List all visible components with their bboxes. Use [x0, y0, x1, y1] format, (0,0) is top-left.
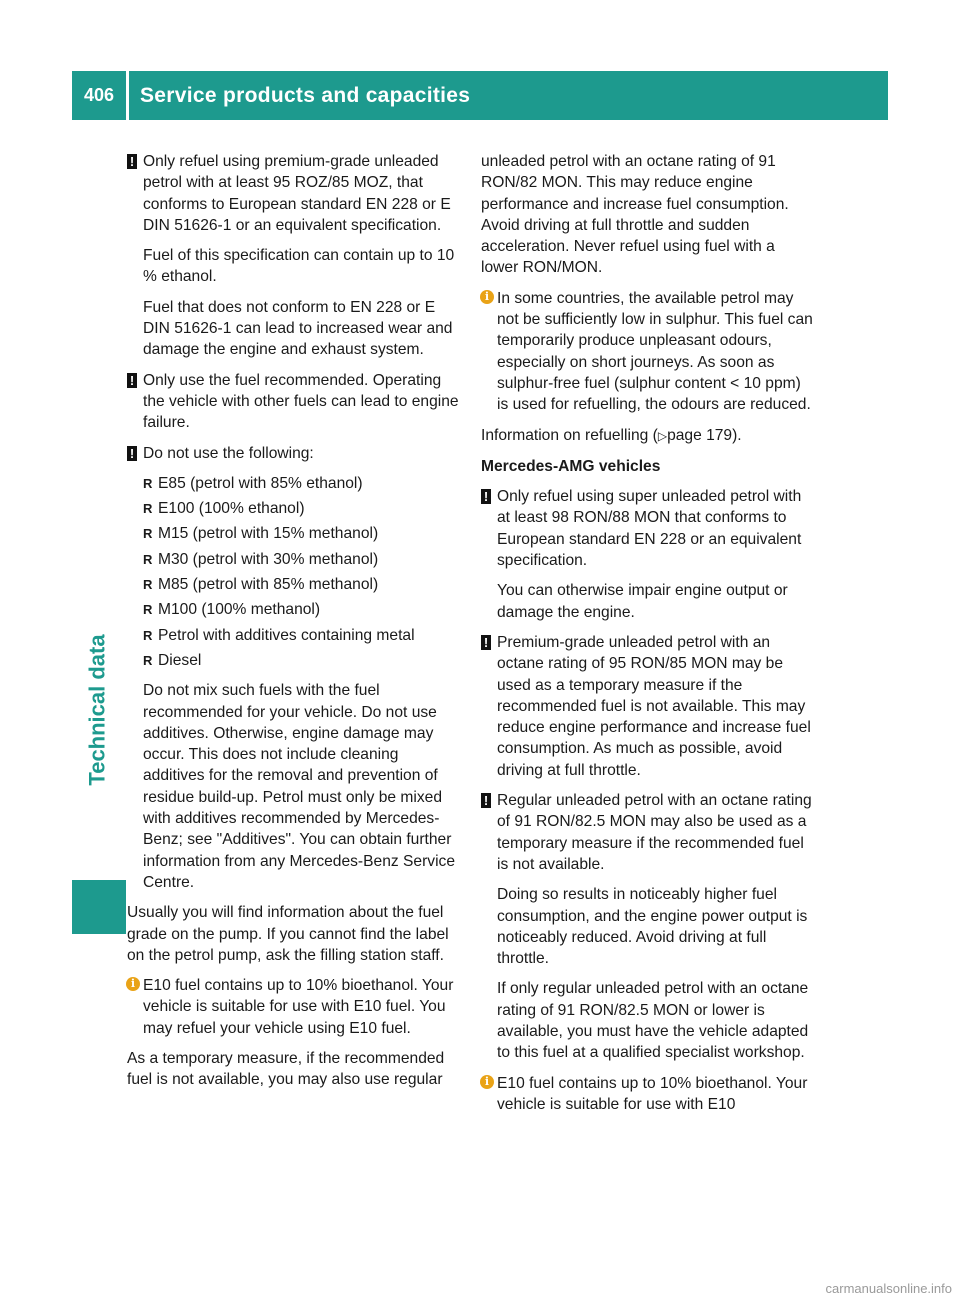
- refuelling-text: Information on refuelling (: [481, 426, 658, 444]
- note-paragraph: Do not use the following:: [143, 444, 314, 462]
- info-note-e10: [481, 1073, 816, 1116]
- list-item: R M100 (100% methanol): [143, 599, 462, 620]
- info-icon: i: [480, 1075, 494, 1089]
- note-paragraph: In some countries, the available petrol may not be sufficiently low in sulphur. This fuel can temporarily produce unpleasant odours, especially on short journeys. As soon as sulphur-free fuel (sulphur content < 10 ppm) is used for refuelling, the odours are reduced.: [497, 289, 813, 414]
- note-paragraph: Doing so results in noticeably higher fuel consumption, and the engine power output is noticeably reduced. Avoid driving at full throttle.: [497, 886, 808, 968]
- refuelling-end: ).: [732, 426, 742, 444]
- body-paragraph: As a temporary measure, if the recommended fuel is not available, you may also use regular: [127, 1049, 445, 1089]
- page-number: 406: [83, 85, 115, 105]
- warning-note-amg-super: [481, 486, 816, 623]
- body-paragraph: Usually you will find information about the fuel grade on the pump. If you cannot find the label on the petrol pump, ask the filling station staff.: [127, 904, 449, 964]
- note-paragraph: Only refuel using super unleaded petrol with at least 98 RON/88 MON that conforms to European standard EN 228 or an equivalent specification.: [497, 488, 802, 570]
- warning-icon: !: [481, 793, 491, 808]
- note-paragraph: E10 fuel contains up to 10% bioethanol. Your vehicle is suitable for use with E10: [497, 1074, 808, 1113]
- right-column: [481, 151, 816, 1124]
- note-paragraph: Fuel of this specification can contain up to 10 % ethanol.: [143, 247, 455, 286]
- note-paragraph: Do not mix such fuels with the fuel recommended for your vehicle. Do not use additives. Otherwise, engine damage may occur. This does not include cleaning additives for the removal and prevention of residue build-up. Petrol must only be mixed with additives recommended by Mercedes-Benz; see "Additives". You can obtain further information from any Mercedes-Benz Service Centre.: [143, 682, 455, 891]
- list-item: R E85 (petrol with 85% ethanol): [143, 473, 462, 494]
- note-paragraph: Fuel that does not conform to EN 228 or E DIN 51626‑1 can lead to increased wear and damage the engine and exhaust system.: [143, 298, 453, 359]
- arrow-right-icon: ▷: [657, 428, 668, 443]
- page-title: Service products and capacities: [140, 83, 471, 107]
- list-item: R E100 (100% ethanol): [143, 498, 462, 519]
- info-note-e10: [127, 975, 462, 1039]
- warning-note-amg-regular: [481, 790, 816, 1064]
- side-tab: [68, 560, 128, 860]
- note-paragraph: Only use the fuel recommended. Operating the vehicle with other fuels can lead to engine failure.: [143, 371, 459, 432]
- note-paragraph: If only regular unleaded petrol with an octane rating of 91 RON/82.5 MON or lower is available, you must have the vehicle adapted to this fuel at a qualified specialist workshop.: [497, 980, 809, 1062]
- page-reference-link[interactable]: page 179: [667, 426, 733, 444]
- side-tab-label: Technical data: [85, 634, 111, 786]
- note-paragraph: You can otherwise impair engine output or damage the engine.: [497, 582, 788, 621]
- info-icon: i: [480, 290, 494, 304]
- note-paragraph: Premium-grade unleaded petrol with an octane rating of 95 RON/85 MON may be used as a temporary measure if the recommended fuel is not available. This may reduce engine performance and increase fuel consumption. As much as possible, avoid driving at full throttle.: [497, 633, 811, 779]
- warning-icon: !: [481, 635, 491, 650]
- warning-icon: !: [127, 373, 137, 388]
- list-item: R M15 (petrol with 15% methanol): [143, 523, 462, 544]
- info-icon: i: [126, 977, 140, 991]
- list-item: R Diesel: [143, 650, 462, 671]
- note-paragraph: E10 fuel contains up to 10% bioethanol. Your vehicle is suitable for use with E10 fuel. You may refuel your vehicle using E10 fuel.: [143, 977, 454, 1037]
- warning-icon: !: [127, 446, 137, 461]
- refuelling-reference: [481, 425, 816, 447]
- left-column: [127, 151, 462, 1100]
- list-item: R Petrol with additives containing metal: [143, 625, 462, 646]
- note-paragraph: Only refuel using premium-grade unleaded petrol with at least 95 ROZ/85 MOZ, that conforms to European standard EN 228 or E DIN 51626‑1 or an equivalent specification.: [143, 153, 451, 234]
- forbidden-fuels-list: [143, 473, 462, 671]
- list-item: R M30 (petrol with 30% methanol): [143, 549, 462, 570]
- note-paragraph: Regular unleaded petrol with an octane rating of 91 RON/82.5 MON may also be used as a temporary measure if the recommended fuel is not available.: [497, 792, 812, 873]
- side-tab-marker: [72, 880, 126, 934]
- warning-note-recommended-fuel: [127, 370, 462, 434]
- warning-note-premium-fuel: [127, 151, 462, 361]
- header-divider: [126, 71, 129, 120]
- info-note-sulphur: [481, 288, 816, 416]
- list-item: R M85 (petrol with 85% methanol): [143, 574, 462, 595]
- body-paragraph: unleaded petrol with an octane rating of 91 RON/82 MON. This may reduce engine performance and increase fuel consumption. Avoid driving at full throttle and sudden acceleration. Never refuel using fuel with a lower RON/MON.: [481, 153, 789, 277]
- warning-note-amg-premium: [481, 632, 816, 781]
- section-heading: Mercedes-AMG vehicles: [481, 457, 661, 475]
- watermark: carmanualsonline.info: [825, 1281, 952, 1296]
- warning-icon: !: [481, 489, 491, 504]
- warning-note-forbidden-fuels: [127, 443, 462, 894]
- warning-icon: !: [127, 154, 137, 169]
